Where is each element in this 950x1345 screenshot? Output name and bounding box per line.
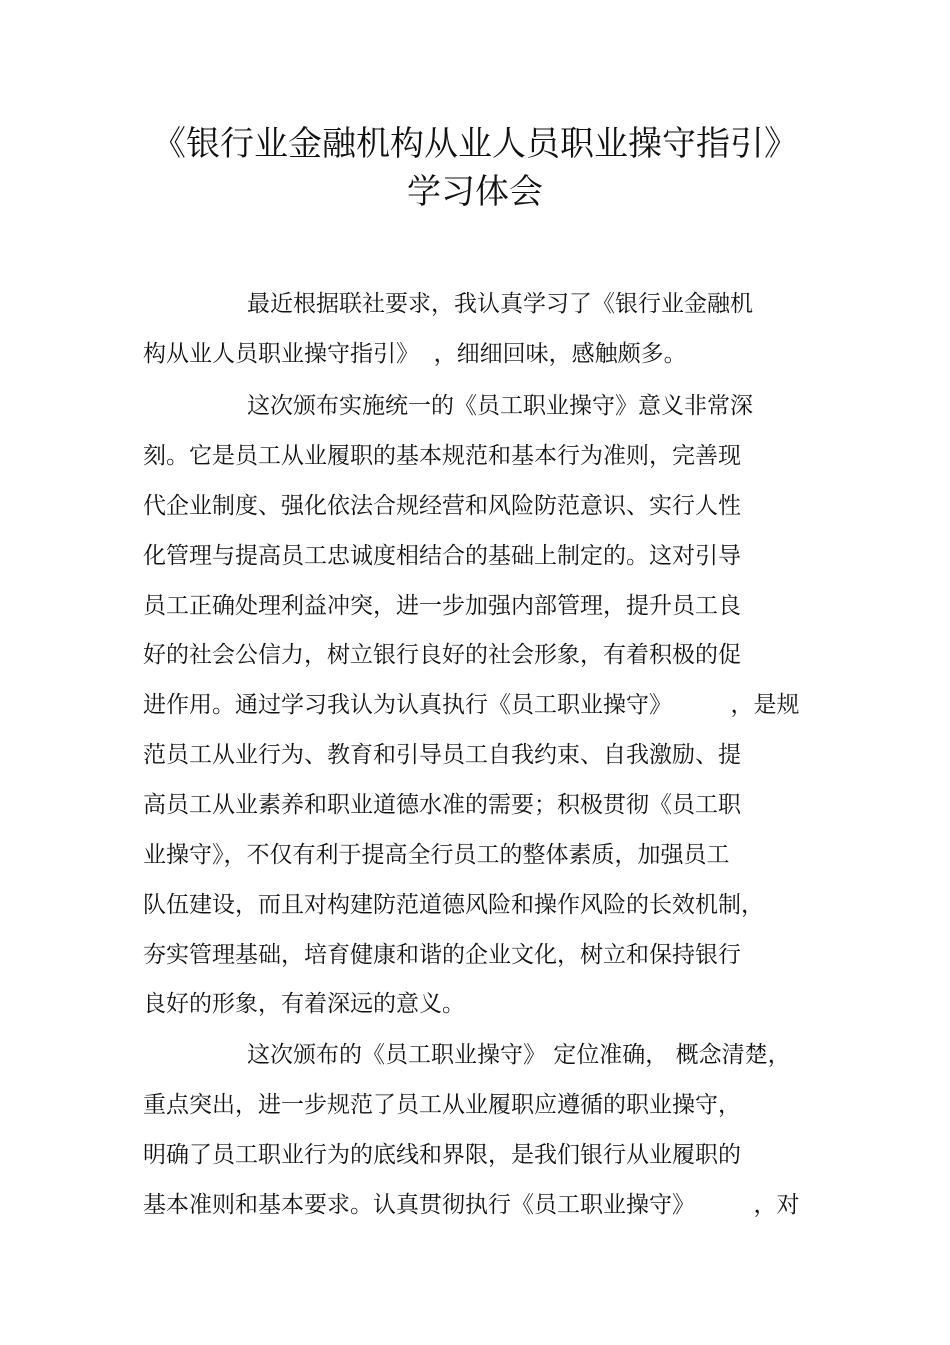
paragraph-line: 员工正确处理利益冲突，进一步加强内部管理，提升员工良 (143, 593, 741, 619)
paragraph-line: 业操守》，不仅有利于提高全行员工的整体素质，加强员工 (143, 842, 730, 868)
paragraph-line: 夯实管理基础，培育健康和谐的企业文化，树立和保持银行 (143, 942, 741, 968)
paragraph-line: 基本准则和基本要求。认真贯彻执行《员工职业操守》 ，对 (143, 1192, 800, 1218)
paragraph-line: 明确了员工职业行为的底线和界限，是我们银行从业履职的 (143, 1142, 741, 1168)
paragraph-line: 这次颁布实施统一的《员工职业操守》意义非常深 (247, 393, 753, 419)
paragraph-line: 范员工从业行为、教育和引导员工自我约束、自我激励、提 (143, 742, 741, 768)
paragraph-line: 队伍建设，而且对构建防范道德风险和操作风险的长效机制， (143, 892, 764, 918)
paragraph-line: 最近根据联社要求，我认真学习了《银行业金融机 (247, 291, 753, 317)
paragraph-line: 进作用。通过学习我认为认真执行《员工职业操守》 ，是规 (143, 692, 800, 718)
paragraph-line: 刻。它是员工从业履职的基本规范和基本行为准则，完善现 (143, 443, 741, 469)
document-title-line-1: 《银行业金融机构从业人员职业操守指引》 (152, 124, 798, 164)
paragraph-line: 高员工从业素养和职业道德水准的需要；积极贯彻《员工职 (143, 792, 741, 818)
paragraph-line: 这次颁布的《员工职业操守》 定位准确， 概念清楚， (247, 1042, 791, 1068)
paragraph-line: 代企业制度、强化依法合规经营和风险防范意识、实行人性 (143, 493, 741, 519)
paragraph-line: 化管理与提高员工忠诚度相结合的基础上制定的。这对引导 (143, 543, 741, 569)
document-title-line-2: 学习体会 (407, 172, 543, 212)
paragraph-line: 构从业人员职业操守指引》 ，细细回味，感触颇多。 (143, 341, 687, 367)
paragraph-line: 重点突出，进一步规范了员工从业履职应遵循的职业操守， (143, 1092, 741, 1118)
paragraph-line: 好的社会公信力，树立银行良好的社会形象，有着积极的促 (143, 642, 741, 668)
paragraph-line: 良好的形象，有着深远的意义。 (143, 991, 465, 1017)
